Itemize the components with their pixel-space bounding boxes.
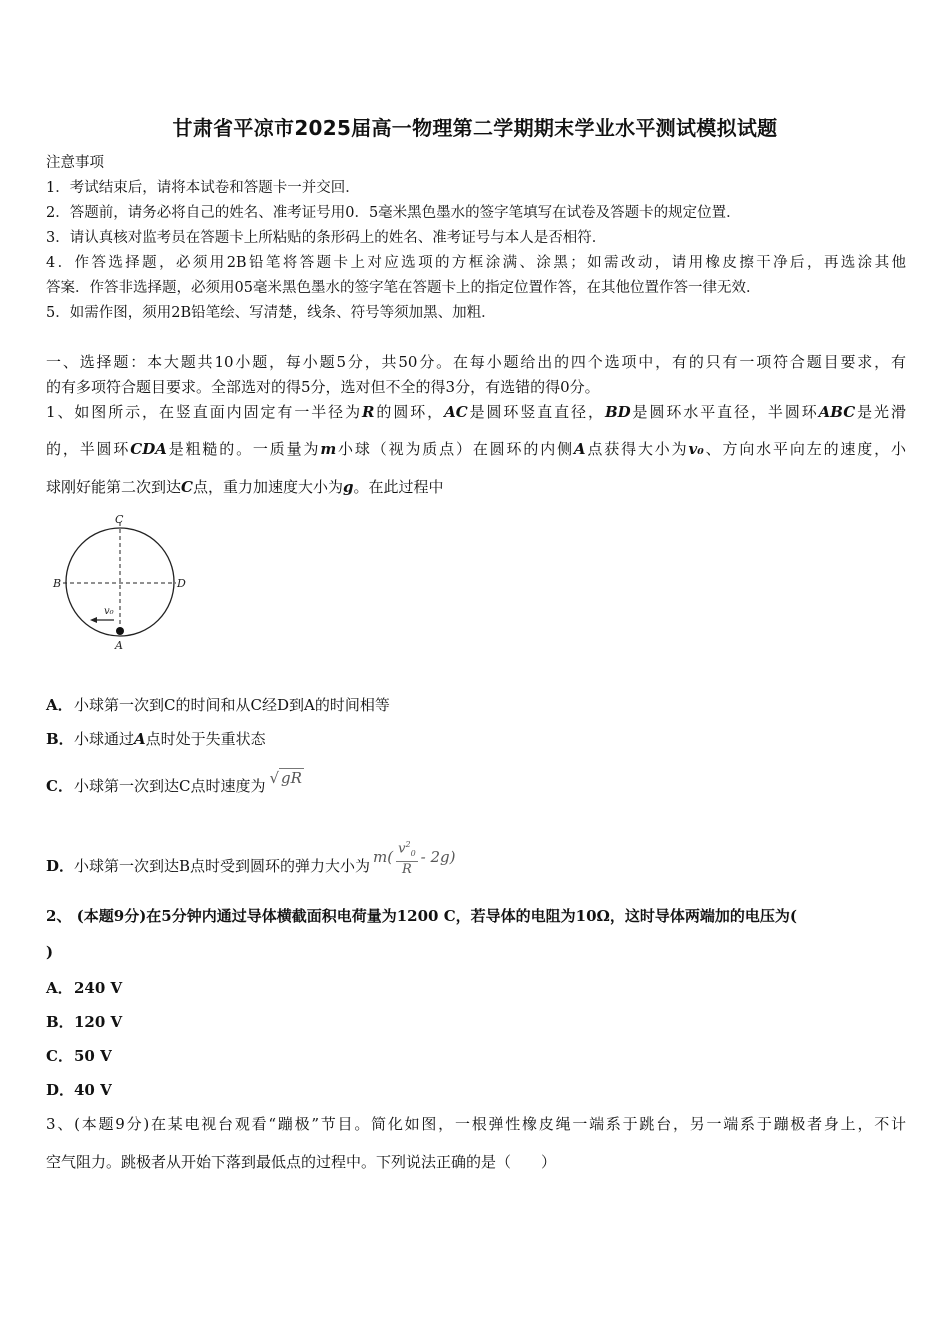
question-2-line: 2、 (本题9分)在5分钟内通过导体横截面积电荷量为1200 C，若导体的电阻为10Ω，这时导体两端加的电压为(: [46, 907, 797, 925]
option-b[interactable]: B．120 V: [46, 1013, 123, 1031]
section-instructions: 一、选择题：本大题共10小题，每小题5分，共50分。在每小题给出的四个选项中，有的只有一项符合题目要求，有: [46, 353, 906, 371]
force-formula: m( $v^2_0$ R - 2g): [373, 837, 455, 877]
option-d[interactable]: D．40 V: [46, 1081, 112, 1099]
notice-item: 5．如需作图，须用2B铅笔绘、写清楚，线条、符号等须加黑、加粗．: [46, 305, 496, 321]
option-c[interactable]: C．50 V: [46, 1047, 112, 1065]
ball-marker: [116, 627, 124, 635]
label-d: D: [177, 577, 186, 590]
option-c[interactable]: C．小球第一次到达C点时速度为 √ gR: [46, 769, 302, 795]
question-2-line: ): [46, 943, 54, 961]
question-3-line: 3、(本题9分)在某电视台观看“蹦极”节目。简化如图，一根弹性橡皮绳一端系于跳台，另一端系于蹦极者身上，不计: [46, 1115, 906, 1133]
question-1-line: 的，半圆环CDA是粗糙的。一质量为m小球（视为质点）在圆环的内侧A点获得大小为v₀、方向水平向左的速度，小: [46, 440, 906, 458]
option-b[interactable]: B．小球通过A点时处于失重状态: [46, 730, 266, 748]
option-a[interactable]: A．240 V: [46, 979, 123, 997]
notice-item: 答案．作答非选择题，必须用05毫米黑色墨水的签字笔在答题卡上的指定位置作答，在其他位置作答一律无效．: [46, 280, 761, 296]
notice-item: 4．作答选择题，必须用2B铅笔将答题卡上对应选项的方框涂满、涂黑；如需改动，请用橡皮擦干净后，再选涂其他: [46, 255, 906, 271]
label-c: C: [115, 513, 124, 526]
label-v0: v₀: [104, 606, 114, 617]
option-a[interactable]: A．小球第一次到C的时间和从C经D到A的时间相等: [46, 696, 390, 714]
velocity-arrowhead: [90, 617, 97, 623]
label-a: A: [115, 639, 123, 652]
notice-heading: 注意事项: [46, 155, 104, 171]
notice-item: 2．答题前，请务必将自己的姓名、准考证号用0．5毫米黑色墨水的签字笔填写在试卷及答题卡的规定位置．: [46, 205, 741, 221]
sqrt-formula: √ gR: [269, 769, 302, 787]
notice-item: 1．考试结束后，请将本试卷和答题卡一并交回．: [46, 180, 360, 196]
page-title: 甘肃省平凉市2025届高一物理第二学期期末学业水平测试模拟试题: [172, 116, 778, 140]
question-1-line: 球刚好能第二次到达C点，重力加速度大小为g。在此过程中: [46, 478, 444, 496]
circle-ring-figure: [46, 508, 196, 658]
option-d[interactable]: D．小球第一次到达B点时受到圆环的弹力大小为 m( $v^2_0$ R - 2g): [46, 846, 456, 886]
section-instructions: 的有多项符合题目要求。全部选对的得5分，选对但不全的得3分，有选错的得0分。: [46, 378, 600, 396]
question-3-line: 空气阻力。跳极者从开始下落到最低点的过程中。下列说法正确的是（ ）: [46, 1153, 557, 1171]
notice-item: 3．请认真核对监考员在答题卡上所粘贴的条形码上的姓名、准考证号与本人是否相符．: [46, 230, 607, 246]
label-b: B: [53, 577, 62, 590]
question-1-line: 1、如图所示，在竖直面内固定有一半径为R的圆环，AC是圆环竖直直径，BD是圆环水平直径，半圆环ABC是光滑: [46, 403, 906, 421]
